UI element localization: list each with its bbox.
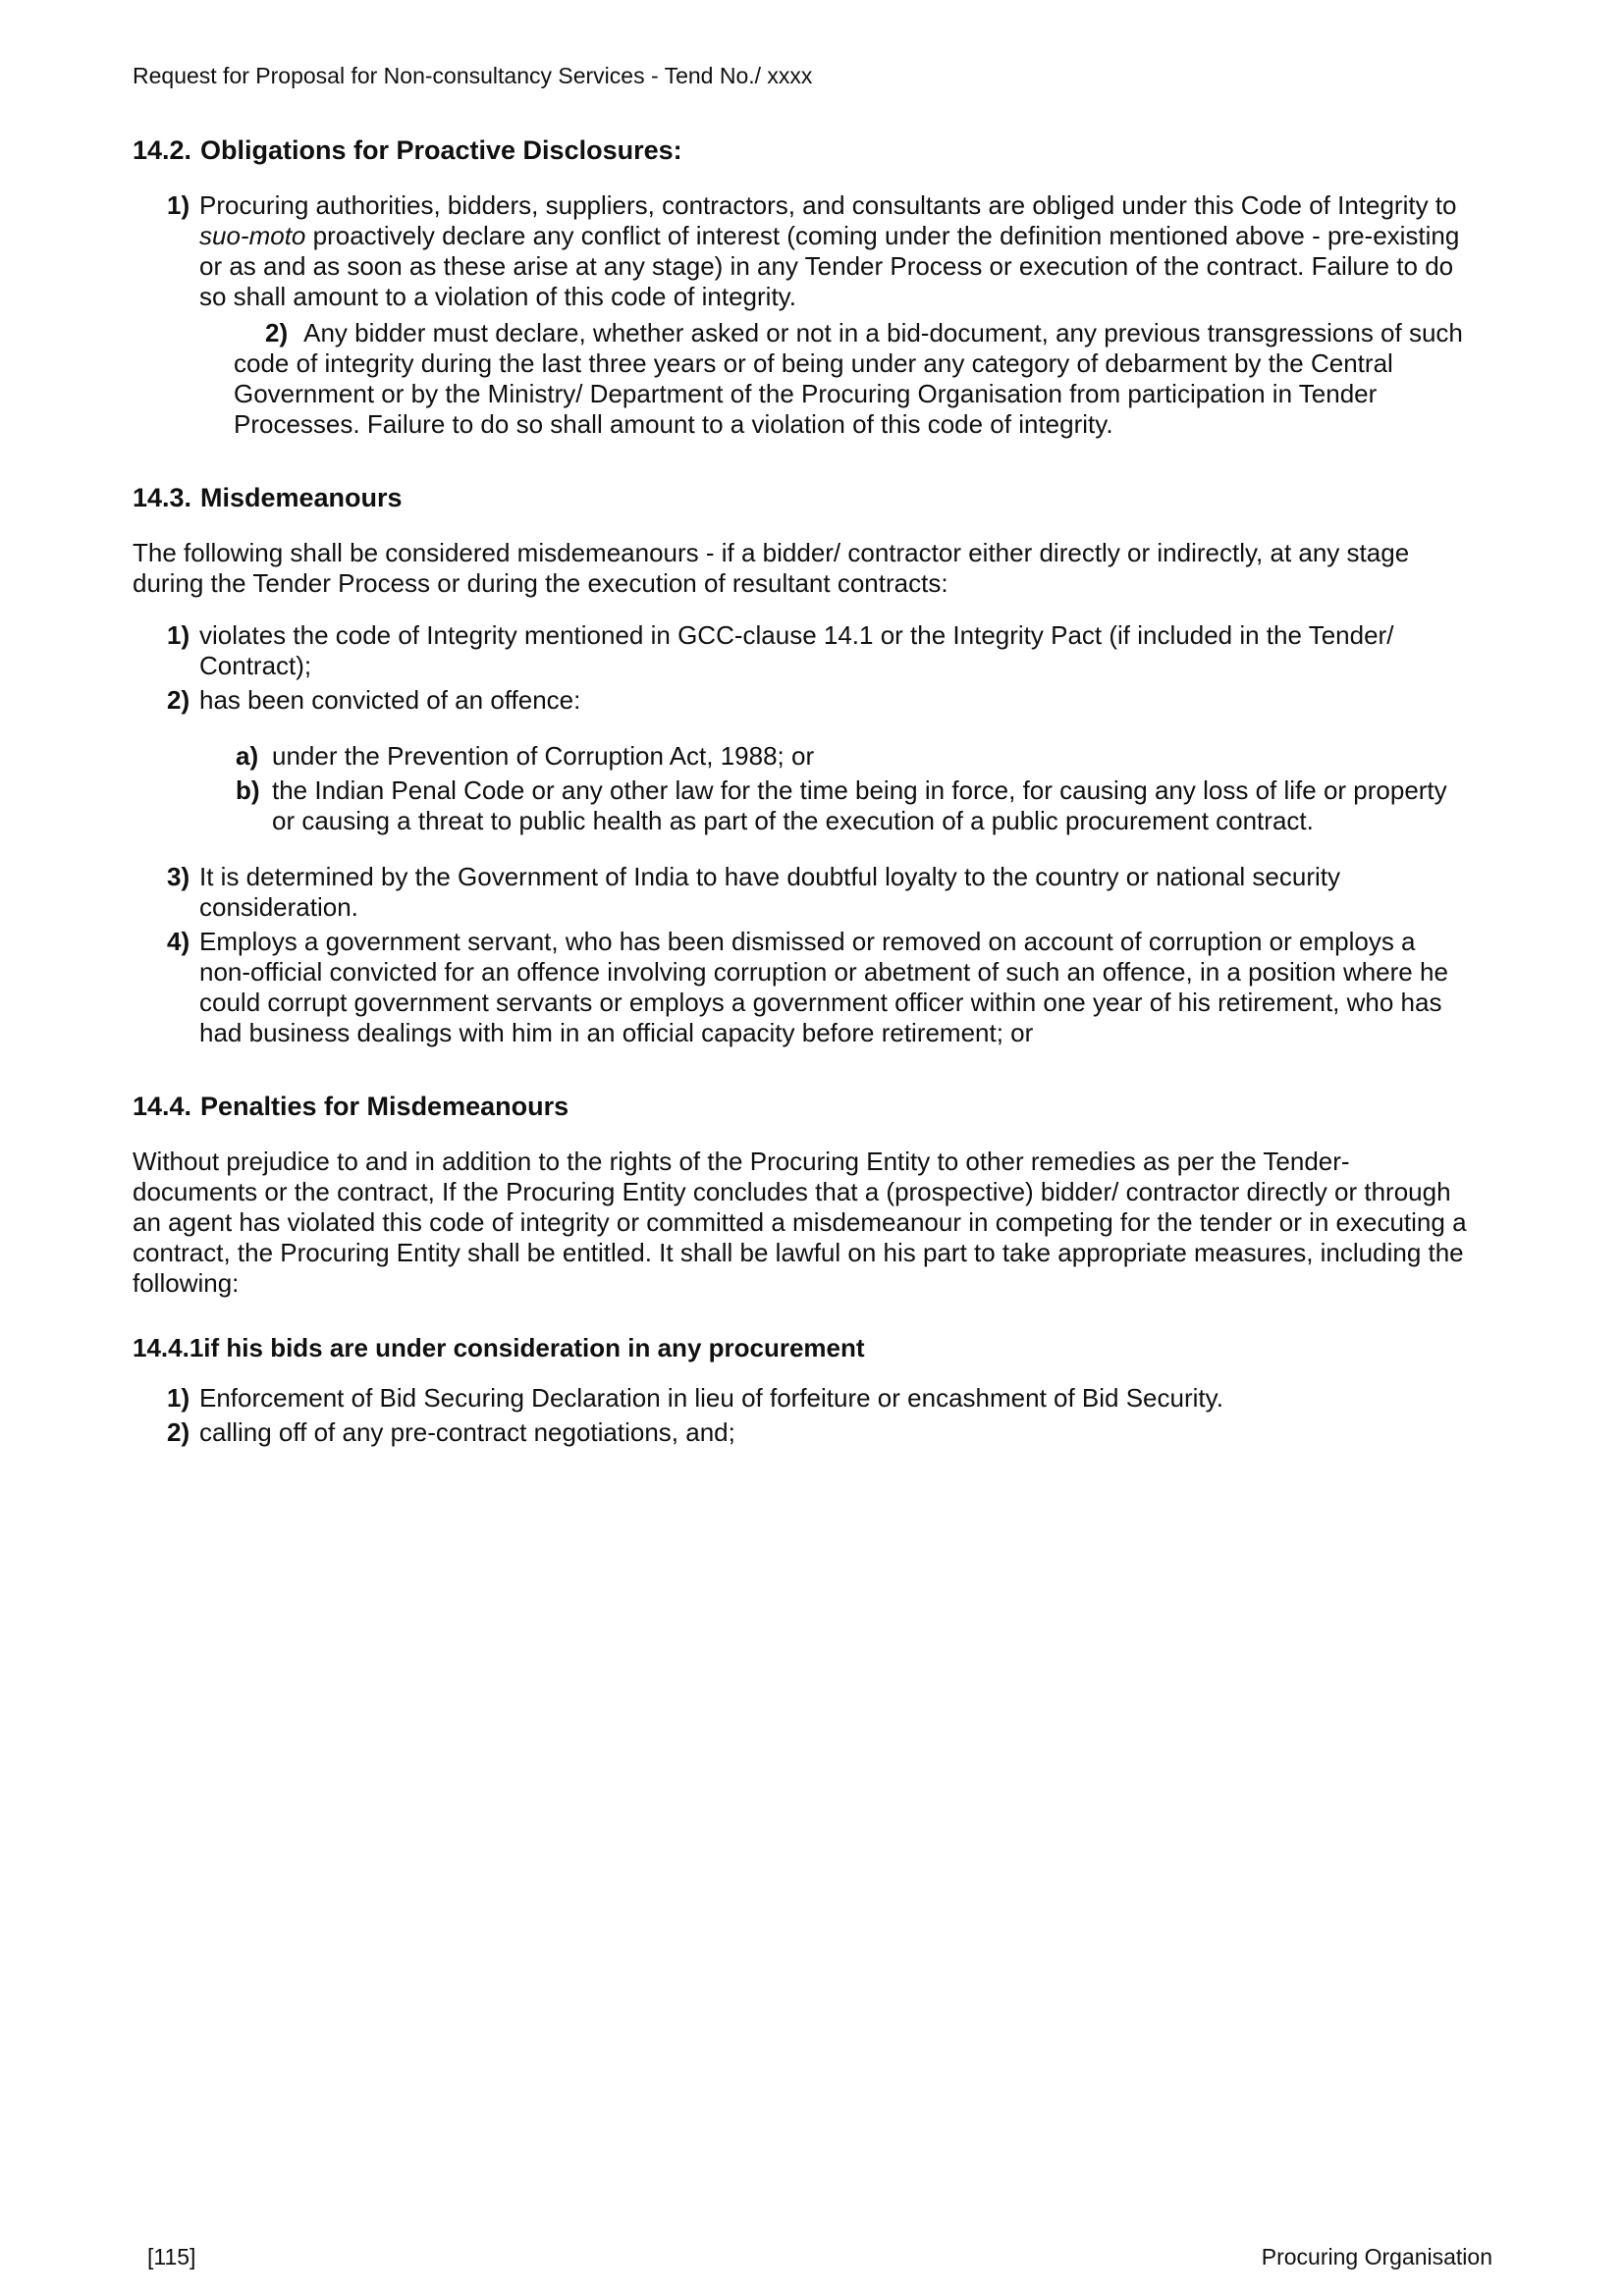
list-marker: 3) xyxy=(167,862,190,891)
list-item-text xyxy=(199,190,1472,312)
list-item-text: It is determined by the Government of India to have doubtful loyalty to the country or national security consideration. xyxy=(199,862,1340,922)
list-marker: 4) xyxy=(167,927,190,956)
section-number: 14.3. xyxy=(133,483,192,512)
list-item xyxy=(234,318,1472,440)
page-header xyxy=(133,61,1472,90)
section-number: 14.4.1 xyxy=(133,1333,204,1362)
section-14-3-intro: The following shall be considered misdemeanours - if a bidder/ contractor either directly or indirectly, at any stage during the Tender Process or during the execution of resultant contracts: xyxy=(133,538,1410,598)
list-item xyxy=(167,685,1472,716)
list-marker: 2) xyxy=(167,1417,190,1447)
section-title: Obligations for Proactive Disclosures: xyxy=(200,135,682,165)
list-item xyxy=(167,862,1472,923)
list-marker: 1) xyxy=(167,620,190,650)
list-item-text: Enforcement of Bid Securing Declaration in lieu of forfeiture or encashment of Bid Security. xyxy=(199,1383,1223,1413)
section-14-2-heading xyxy=(133,133,1472,167)
italic-text: suo-moto xyxy=(199,221,306,250)
section-title: Penalties for Misdemeanours xyxy=(200,1092,569,1121)
list-item-text: under the Prevention of Corruption Act, 1988; or xyxy=(272,741,815,771)
text-run: proactively declare any conflict of interest (coming under the definition mentioned above - pre-existing or as and as soon as these arise at any stage) in any Tender Process or execution of the contract. Failure to do so shall amount to a violation of this code of integrity. xyxy=(199,221,1460,311)
header-title: Request for Proposal for Non-consultancy Services - Tend No./ xxxx xyxy=(133,63,813,88)
section-14-3-list xyxy=(167,620,1472,1048)
section-14-2-list xyxy=(167,190,1472,440)
section-14-3-sub-list xyxy=(236,741,1472,836)
list-item xyxy=(236,741,1472,772)
list-item xyxy=(167,620,1472,681)
list-item xyxy=(167,927,1472,1048)
page-footer xyxy=(147,2243,1492,2270)
section-14-3-heading xyxy=(133,481,1472,514)
list-item xyxy=(167,1417,1472,1448)
list-marker: a) xyxy=(236,741,259,771)
section-14-4-heading xyxy=(133,1090,1472,1123)
section-title: Misdemeanours xyxy=(200,483,403,512)
section-14-4-1-list xyxy=(167,1383,1472,1448)
list-item xyxy=(167,1383,1472,1414)
list-item-text: violates the code of Integrity mentioned in GCC-clause 14.1 or the Integrity Pact (if included in the Tender/ Contract); xyxy=(199,620,1394,680)
list-item xyxy=(236,775,1472,836)
list-marker: 1) xyxy=(167,1383,190,1413)
list-item xyxy=(167,190,1472,312)
footer-organisation: Procuring Organisation xyxy=(1261,2244,1492,2269)
section-title: if his bids are under consideration in any procurement xyxy=(203,1333,865,1362)
section-14-4-intro: Without prejudice to and in addition to the rights of the Procuring Entity to other remedies as per the Tender-documents or the contract, If the Procuring Entity concludes that a (prospective) bidder/ contractor directly or through an agent has violated this code of integrity or committed a misdemeanour in competing for the tender or in executing a contract, the Procuring Entity shall be entitled. It shall be lawful on his part to take appropriate measures, including the following: xyxy=(133,1147,1467,1298)
list-item-text: calling off of any pre-contract negotiations, and; xyxy=(199,1417,735,1447)
page-number: [115] xyxy=(147,2244,196,2269)
list-marker: 1) xyxy=(167,190,190,220)
text-run: Any bidder must declare, whether asked or not in a bid-document, any previous transgressions of such code of integrity during the last three years or of being under any category of debarment by the Central Government or by the Ministry/ Department of the Procuring Organisation from participation in Tender Processes. Failure to do so shall amount to a violation of this code of integrity. xyxy=(234,318,1463,439)
list-marker: 2) xyxy=(167,685,190,715)
list-item-text: has been convicted of an offence: xyxy=(199,685,581,715)
section-number: 14.2. xyxy=(133,135,192,165)
section-number: 14.4. xyxy=(133,1092,192,1121)
list-item-text: the Indian Penal Code or any other law for the time being in force, for causing any loss of life or property or causing a threat to public health as part of the execution of a public procurement contract. xyxy=(272,775,1447,835)
list-item-text: Employs a government servant, who has been dismissed or removed on account of corruption or employs a non-official convicted for an offence involving corruption or abetment of such an offence, in a position where he could corrupt government servants or employs a government officer within one year of his retirement, who has had business dealings with him in an official capacity before retirement; or xyxy=(199,927,1448,1047)
section-14-4-1-heading xyxy=(133,1332,1472,1363)
list-marker: b) xyxy=(236,775,260,805)
text-run: Procuring authorities, bidders, suppliers, contractors, and consultants are obliged under this Code of Integrity to xyxy=(199,190,1457,220)
list-marker: 2) xyxy=(265,318,289,347)
